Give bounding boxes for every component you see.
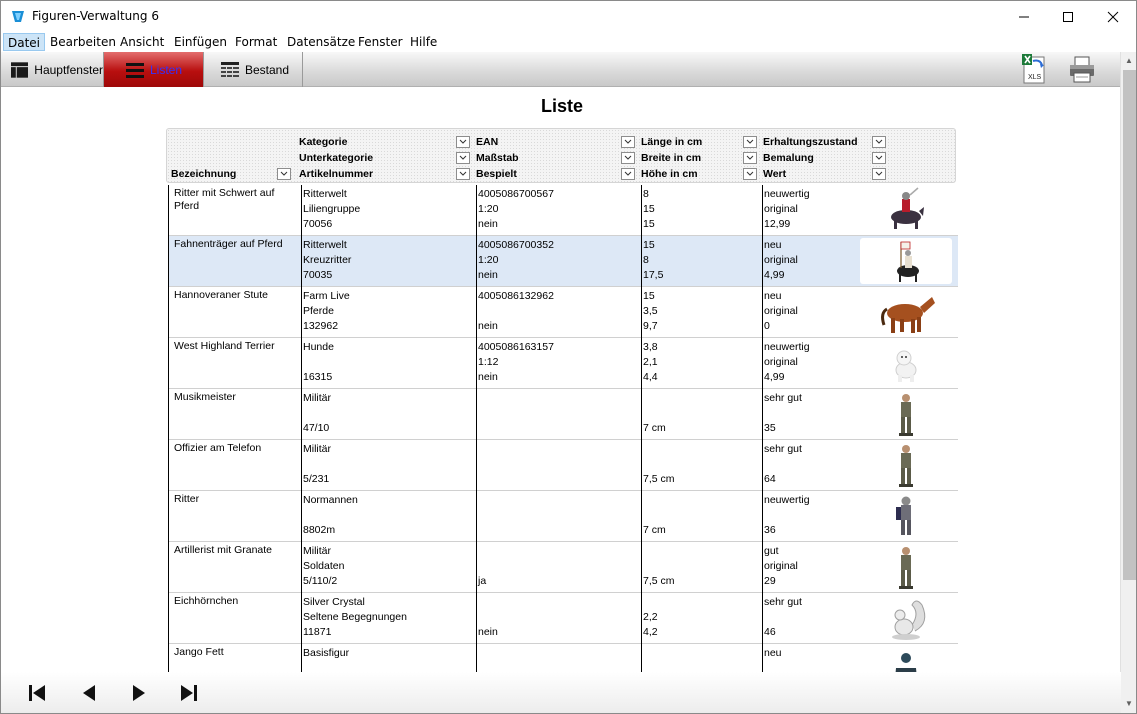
table-row[interactable] (168, 593, 958, 644)
cell-value: Liliengruppe (303, 203, 361, 215)
cell-value: 3,5 (643, 305, 658, 317)
header-massstab: Maßstab (476, 152, 519, 164)
cell-value: 12,99 (764, 218, 791, 230)
cell-c3 (476, 440, 641, 491)
item-name: Ritter mit Schwert auf Pferd (174, 187, 275, 212)
filter-dropdown[interactable] (621, 168, 635, 180)
chevron-down-icon (280, 171, 288, 177)
menu-datensaetze[interactable]: Datensätze (287, 35, 356, 49)
title-bar (1, 1, 1136, 32)
chevron-down-icon (459, 155, 467, 161)
cell-value: Hunde (303, 341, 334, 353)
cell-c3 (476, 338, 641, 389)
figure-thumbnail (860, 442, 952, 488)
scroll-down-icon[interactable]: ▼ (1125, 699, 1133, 708)
cell-c5 (762, 338, 860, 389)
table-row[interactable] (168, 440, 958, 491)
cell-value: Militär (303, 545, 331, 557)
cell-value: Farm Live (303, 290, 350, 302)
table-row[interactable] (168, 644, 958, 672)
cell-value: original (764, 560, 798, 572)
cell-value: 46 (764, 626, 776, 638)
cell-c5 (762, 287, 860, 338)
menu-bearbeiten[interactable]: Bearbeiten (50, 35, 116, 49)
close-button[interactable] (1090, 1, 1136, 32)
cell-c5 (762, 542, 860, 593)
cell-bezeichnung (168, 236, 301, 287)
printer-icon[interactable] (1067, 53, 1097, 85)
tab-hauptfenster[interactable] (1, 52, 104, 87)
filter-dropdown[interactable] (456, 168, 470, 180)
cell-value: 7 cm (643, 524, 666, 536)
figure-thumbnail (860, 187, 952, 233)
cell-bezeichnung (168, 644, 301, 672)
cell-c2 (301, 542, 476, 593)
item-name: Musikmeister (174, 391, 236, 403)
menu-bar (1, 32, 1136, 52)
cell-value: 4,99 (764, 371, 785, 383)
header-artikelnummer: Artikelnummer (299, 168, 374, 180)
figure-thumbnail (860, 238, 952, 284)
cell-value: neuwertig (764, 341, 810, 353)
cell-value: 5/110/2 (303, 575, 338, 587)
cell-value: 4,2 (643, 626, 658, 638)
filter-dropdown[interactable] (872, 136, 886, 148)
figure-thumbnail (860, 340, 952, 386)
cell-value: 8 (643, 188, 649, 200)
cell-value: 8802m (303, 524, 336, 536)
cell-c4 (641, 593, 762, 644)
menu-einfuegen[interactable]: Einfügen (174, 35, 227, 49)
cell-c2 (301, 338, 476, 389)
record-navigation (1, 672, 1121, 714)
tab-label: Hauptfenster (34, 62, 103, 77)
soldier-figure-image (860, 442, 952, 488)
cell-c3 (476, 593, 641, 644)
figure-thumbnail (860, 646, 952, 672)
cell-c3 (476, 389, 641, 440)
maximize-icon (1062, 11, 1074, 23)
cell-c4 (641, 236, 762, 287)
chevron-down-icon (875, 171, 883, 177)
figure-thumbnail (860, 391, 952, 437)
cell-value: neu (764, 239, 782, 251)
cell-value: 7,5 cm (643, 575, 675, 587)
table-grid-icon (221, 62, 239, 78)
window-layout-icon (11, 62, 28, 78)
filter-dropdown[interactable] (621, 152, 635, 164)
cell-c5 (762, 593, 860, 644)
cell-c4 (641, 338, 762, 389)
vertical-scrollbar[interactable] (1120, 52, 1137, 714)
cell-c3 (476, 542, 641, 593)
cell-c4 (641, 542, 762, 593)
cell-value: 4005086700352 (478, 239, 554, 251)
cell-value: Basisfigur (303, 647, 350, 659)
cell-value: 4,99 (764, 269, 785, 281)
cell-c3 (476, 236, 641, 287)
header-hoehe: Höhe in cm (641, 168, 698, 180)
cell-value: 4005086700567 (478, 188, 554, 200)
cell-value: original (764, 305, 798, 317)
header-erhaltungszustand: Erhaltungszustand (763, 136, 858, 148)
cell-c3 (476, 287, 641, 338)
cell-value: Militär (303, 443, 331, 455)
cell-c2 (301, 491, 476, 542)
crystal-squirrel-image (860, 595, 952, 641)
menu-format[interactable]: Format (235, 35, 278, 49)
item-name: Offizier am Telefon (174, 442, 262, 454)
cell-c4 (641, 644, 762, 672)
header-unterkategorie: Unterkategorie (299, 152, 374, 164)
next-record-icon[interactable] (127, 682, 151, 704)
chevron-down-icon (624, 171, 632, 177)
figure-thumbnail (860, 544, 952, 590)
cell-value: 15 (643, 203, 655, 215)
cell-value: 132962 (303, 320, 339, 332)
cell-value: 36 (764, 524, 776, 536)
cell-c2 (301, 440, 476, 491)
cell-value: 1:20 (478, 254, 499, 266)
cell-value: neuwertig (764, 188, 810, 200)
menu-fenster[interactable]: Fenster (358, 35, 403, 49)
cell-value: 4005086132962 (478, 290, 554, 302)
cell-value: nein (478, 320, 498, 332)
cell-value: nein (478, 371, 498, 383)
cell-bezeichnung (168, 542, 301, 593)
menu-ansicht[interactable]: Ansicht (120, 35, 165, 49)
cell-c4 (641, 491, 762, 542)
cell-value: sehr gut (764, 443, 802, 455)
cell-value: 2,1 (643, 356, 658, 368)
column-header (166, 128, 956, 183)
table-row[interactable] (168, 236, 958, 287)
cell-c4 (641, 185, 762, 236)
cell-value: neu (764, 647, 782, 659)
menu-hilfe[interactable]: Hilfe (410, 35, 438, 49)
filter-dropdown[interactable] (456, 136, 470, 148)
filter-dropdown[interactable] (277, 168, 291, 180)
cell-c2 (301, 389, 476, 440)
header-bespielt: Bespielt (476, 168, 517, 180)
item-name: Hannoveraner Stute (174, 289, 268, 301)
header-bezeichnung: Bezeichnung (171, 168, 237, 180)
cell-bezeichnung (168, 185, 301, 236)
cell-value: Ritterwelt (303, 188, 347, 200)
item-name: West Highland Terrier (174, 340, 275, 352)
cell-value: 11871 (303, 626, 332, 638)
cell-value: original (764, 254, 798, 266)
header-breite: Breite in cm (641, 152, 702, 164)
cell-bezeichnung (168, 338, 301, 389)
soldier-figure-image (860, 391, 952, 437)
cell-value: nein (478, 218, 498, 230)
filter-dropdown[interactable] (743, 152, 757, 164)
cell-value: 1:20 (478, 203, 499, 215)
armored-figure-image (860, 646, 952, 672)
cell-value: 29 (764, 575, 776, 587)
cell-value: nein (478, 626, 498, 638)
tab-label: Bestand (245, 62, 290, 77)
cell-value: gut (764, 545, 779, 557)
cell-value: neuwertig (764, 494, 810, 506)
xls-label: XLS (1028, 74, 1042, 81)
close-icon (1107, 11, 1119, 23)
header-bemalung: Bemalung (763, 152, 814, 164)
table-row[interactable] (168, 542, 958, 593)
cell-c3 (476, 491, 641, 542)
item-name: Ritter (174, 493, 200, 505)
figure-thumbnail (860, 289, 952, 335)
cell-value: original (764, 356, 798, 368)
cell-value: 3,8 (643, 341, 658, 353)
cell-bezeichnung (168, 287, 301, 338)
cell-bezeichnung (168, 440, 301, 491)
cell-c2 (301, 287, 476, 338)
cell-value: Pferde (303, 305, 334, 317)
cell-bezeichnung (168, 593, 301, 644)
page-title: Liste (540, 96, 583, 116)
cell-c5 (762, 491, 860, 542)
cell-value: 17,5 (643, 269, 664, 281)
cell-value: 7 cm (643, 422, 666, 434)
chevron-down-icon (624, 155, 632, 161)
filter-dropdown[interactable] (743, 136, 757, 148)
list-icon (126, 62, 144, 78)
cell-value: sehr gut (764, 392, 802, 404)
cell-value: 47/10 (303, 422, 330, 434)
chevron-down-icon (746, 171, 754, 177)
cell-c3 (476, 185, 641, 236)
cell-value: neu (764, 290, 782, 302)
cell-value: sehr gut (764, 596, 802, 608)
cell-value: ja (478, 575, 487, 587)
figure-thumbnail (860, 493, 952, 539)
chevron-down-icon (624, 139, 632, 145)
table-row[interactable] (168, 338, 958, 389)
chevron-down-icon (875, 155, 883, 161)
chevron-down-icon (459, 171, 467, 177)
cell-value: original (764, 203, 798, 215)
header-wert: Wert (763, 168, 787, 180)
item-name: Fahnenträger auf Pferd (174, 238, 283, 250)
chevron-down-icon (746, 155, 754, 161)
table-row[interactable] (168, 491, 958, 542)
cell-value: 7,5 cm (643, 473, 675, 485)
filter-dropdown[interactable] (872, 152, 886, 164)
cell-value: 35 (764, 422, 776, 434)
cell-value: Militär (303, 392, 331, 404)
first-record-icon[interactable] (25, 682, 49, 704)
filter-dropdown[interactable] (621, 136, 635, 148)
item-name: Eichhörnchen (174, 595, 239, 607)
header-kategorie: Kategorie (299, 136, 348, 148)
cell-bezeichnung (168, 389, 301, 440)
cell-c4 (641, 287, 762, 338)
cell-value: 2,2 (643, 611, 658, 623)
item-name: Artillerist mit Granate (174, 544, 273, 556)
chevron-down-icon (746, 139, 754, 145)
filter-dropdown[interactable] (743, 168, 757, 180)
excel-export-icon[interactable] (1018, 53, 1048, 85)
knight-on-horse-image (860, 187, 952, 233)
cell-value: Kreuzritter (303, 254, 352, 266)
cell-value: 15 (643, 218, 655, 230)
cell-c5 (762, 185, 860, 236)
cell-value: Soldaten (303, 560, 345, 572)
chevron-down-icon (875, 139, 883, 145)
cell-c2 (301, 236, 476, 287)
tab-listen[interactable] (104, 52, 204, 87)
scroll-up-icon[interactable]: ▲ (1125, 56, 1133, 65)
cell-value: nein (478, 269, 498, 281)
cell-value: 15 (643, 290, 655, 302)
cell-value: 1:12 (478, 356, 499, 368)
menu-datei[interactable]: Datei (3, 33, 45, 51)
previous-record-icon[interactable] (77, 682, 101, 704)
soldier-figure-image (860, 544, 952, 590)
cell-value: 5/231 (303, 473, 330, 485)
cell-c5 (762, 440, 860, 491)
cell-c2 (301, 593, 476, 644)
minimize-button[interactable] (1001, 1, 1047, 32)
white-terrier-image (860, 340, 952, 386)
item-name: Jango Fett (174, 646, 224, 658)
cell-value: 16315 (303, 371, 333, 383)
list-view (4, 87, 1120, 672)
cell-c3 (476, 644, 641, 672)
table-row[interactable] (168, 185, 958, 236)
cell-value: Seltene Begegnungen (303, 611, 407, 623)
minimize-icon (1018, 11, 1030, 23)
knight-figure-image (860, 493, 952, 539)
cell-value: Ritterwelt (303, 239, 347, 251)
window-title: Figuren-Verwaltung 6 (32, 9, 159, 23)
cell-value: 64 (764, 473, 776, 485)
maximize-button[interactable] (1045, 1, 1091, 32)
cell-c4 (641, 440, 762, 491)
filter-dropdown[interactable] (456, 152, 470, 164)
header-ean: EAN (476, 136, 499, 148)
cell-value: 4,4 (643, 371, 658, 383)
figure-thumbnail (860, 595, 952, 641)
cell-c5 (762, 389, 860, 440)
cell-c2 (301, 644, 476, 672)
chevron-down-icon (459, 139, 467, 145)
brown-horse-image (860, 289, 952, 335)
app-logo-icon (11, 9, 25, 23)
tab-label: Listen (150, 62, 183, 77)
cell-value: Silver Crystal (303, 596, 365, 608)
cell-c5 (762, 236, 860, 287)
flag-bearer-on-horse-image (860, 238, 952, 284)
filter-dropdown[interactable] (872, 168, 886, 180)
cell-value: 70056 (303, 218, 333, 230)
cell-c4 (641, 389, 762, 440)
cell-value: 8 (643, 254, 649, 266)
table-row[interactable] (168, 389, 958, 440)
table-row[interactable] (168, 287, 958, 338)
cell-value: 15 (643, 239, 655, 251)
cell-value: 9,7 (643, 320, 658, 332)
cell-value: 0 (764, 320, 770, 332)
last-record-icon[interactable] (177, 682, 201, 704)
toolbar (1, 52, 1121, 87)
cell-c5 (762, 644, 860, 672)
cell-value: Normannen (303, 494, 358, 506)
cell-value: 4005086163157 (478, 341, 554, 353)
cell-c2 (301, 185, 476, 236)
cell-bezeichnung (168, 491, 301, 542)
header-laenge: Länge in cm (641, 136, 703, 148)
tab-bestand[interactable] (204, 52, 303, 87)
scrollbar-thumb[interactable] (1123, 70, 1136, 580)
cell-value: 70035 (303, 269, 333, 281)
